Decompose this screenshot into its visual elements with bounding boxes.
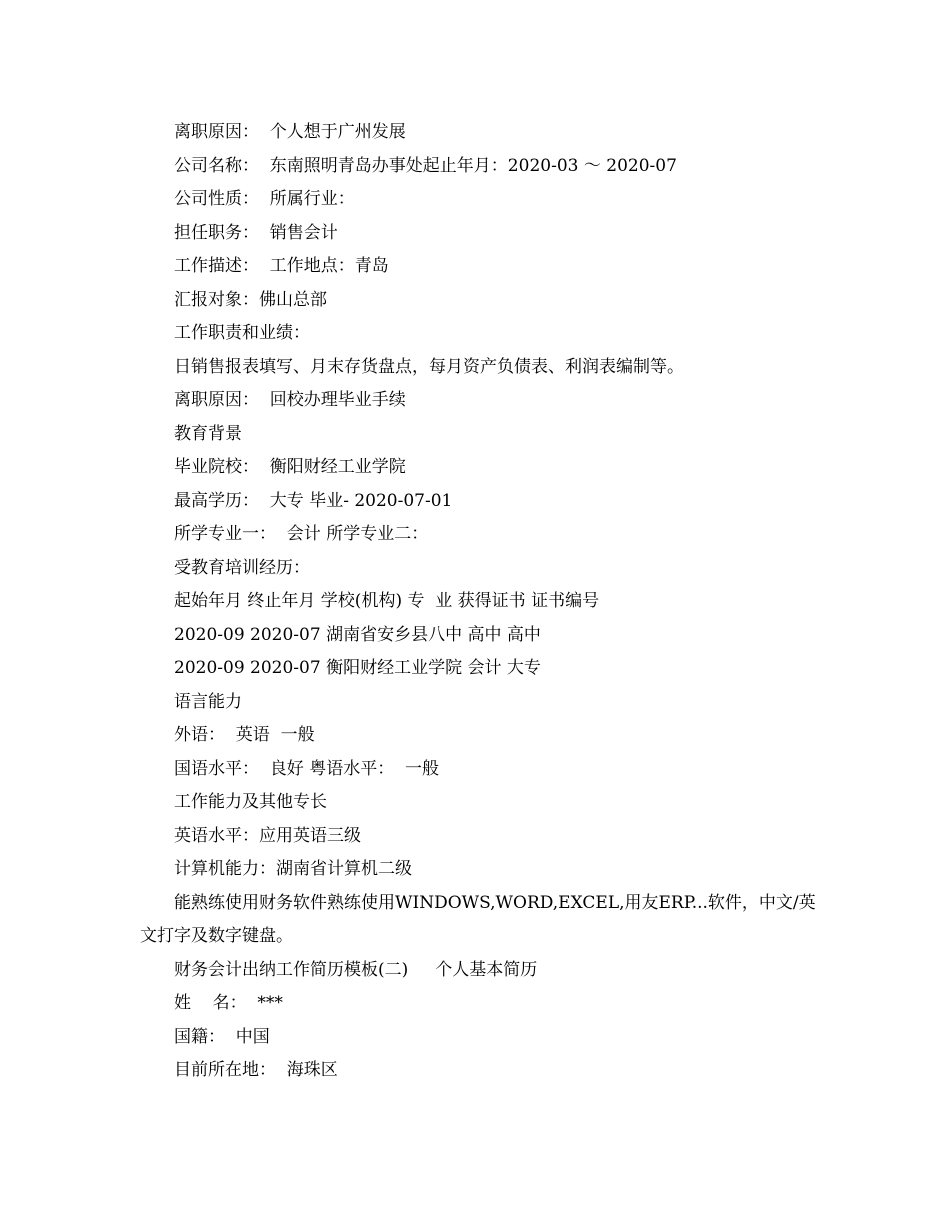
table-row-line: 2020-09 2020-07 湖南省安乡县八中 高中 高中 <box>174 624 541 645</box>
text-line: 离职原因： 个人想于广州发展 <box>174 122 406 142</box>
section-heading: 语言能力 <box>174 691 242 712</box>
text-line: 姓 名： *** <box>174 993 283 1013</box>
section-heading: 工作能力及其他专长 <box>174 792 327 812</box>
text-line: 英语水平：应用英语三级 <box>174 825 361 846</box>
text-line: 公司性质： 所属行业： <box>174 189 355 209</box>
text-line: 所学专业一： 会计 所学专业二： <box>174 524 429 544</box>
text-line: 毕业院校： 衡阳财经工业学院 <box>174 457 406 477</box>
text-line: 日销售报表填写、月末存货盘点，每月资产负债表、利润表编制等。 <box>174 356 684 377</box>
text-line: 离职原因： 回校办理毕业手续 <box>174 390 406 410</box>
text-line: 外语： 英语 一般 <box>174 725 315 745</box>
document-title-line: 财务会计出纳工作简历模板(二) 个人基本简历 <box>174 959 538 980</box>
text-line: 受教育培训经历： <box>174 557 310 578</box>
table-header-line: 起始年月 终止年月 学校(机构) 专 业 获得证书 证书编号 <box>174 591 600 611</box>
text-line: 汇报对象：佛山总部 <box>174 289 327 310</box>
text-line: 国语水平： 良好 粤语水平： 一般 <box>174 758 440 779</box>
text-line: 公司名称： 东南照明青岛办事处起止年月：2020-03 ～ 2020-07 <box>174 155 677 176</box>
text-line: 工作描述： 工作地点：青岛 <box>174 256 389 276</box>
text-paragraph: 能熟练使用财务软件熟练使用WINDOWS,WORD,EXCEL,用友ERP...软件，中文/英文打字及数字键盘。 <box>140 892 816 946</box>
text-line: 计算机能力：湖南省计算机二级 <box>174 859 412 879</box>
table-row-line: 2020-09 2020-07 衡阳财经工业学院 会计 大专 <box>174 658 541 678</box>
text-line: 工作职责和业绩： <box>174 323 310 343</box>
text-line: 最高学历： 大专 毕业- 2020-07-01 <box>174 490 453 511</box>
document-body <box>140 116 820 1088</box>
section-heading: 教育背景 <box>174 423 242 444</box>
text-line: 目前所在地： 海珠区 <box>174 1060 338 1080</box>
text-line: 国籍： 中国 <box>174 1026 270 1047</box>
text-line: 担任职务： 销售会计 <box>174 222 338 243</box>
